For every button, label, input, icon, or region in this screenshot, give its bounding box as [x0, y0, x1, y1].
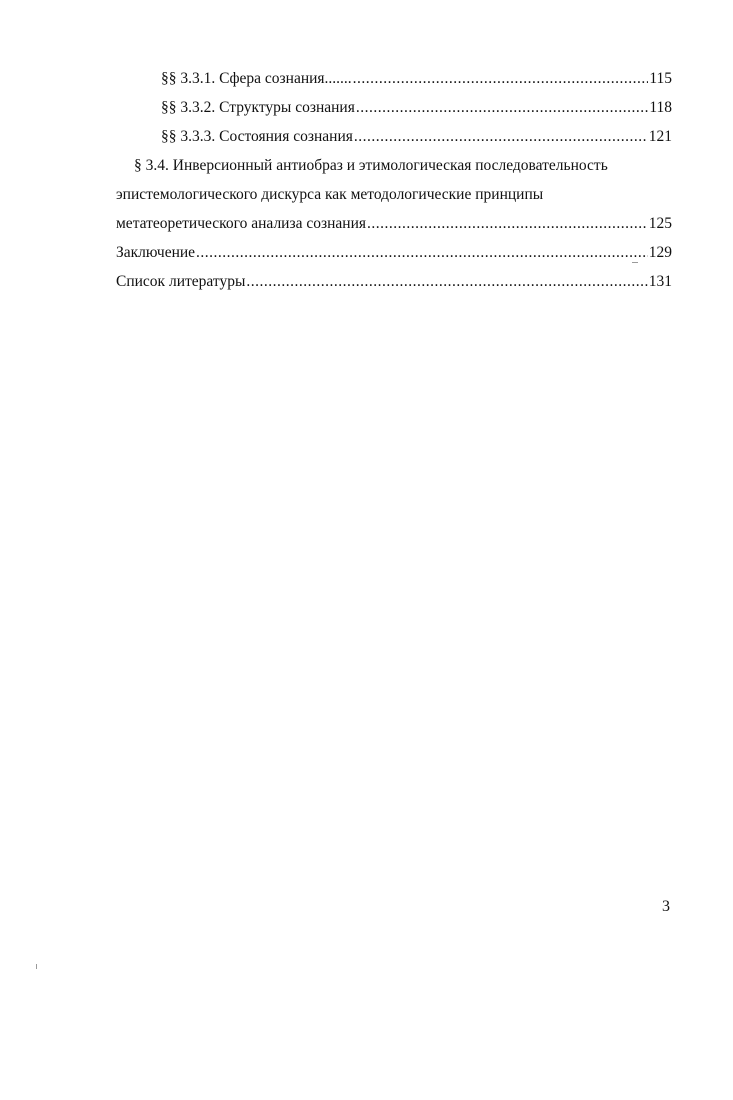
toc-dot-leader [246, 267, 647, 296]
toc-entry-3-4-line-3 [116, 209, 672, 238]
toc-entry-label: Список литературы [116, 273, 246, 290]
toc-entry-label: §§ 3.3.2. Структуры сознания [161, 99, 355, 116]
table-of-contents [116, 64, 672, 296]
toc-entry-page: 121 [648, 128, 672, 145]
toc-entry-label: §§ 3.3.1. Сфера сознания....... [161, 70, 352, 87]
toc-entry-label: метатеоретического анализа сознания [116, 215, 367, 232]
toc-entry-3-4-line-2: эпистемологического дискурса как методологические принципы [116, 186, 544, 203]
toc-entry-page: 131 [648, 273, 672, 290]
toc-dot-leader [196, 238, 648, 267]
toc-entry-3-3-2 [116, 93, 672, 122]
page-number: 3 [662, 898, 670, 915]
toc-dot-leader [354, 122, 648, 151]
scan-speck [632, 262, 638, 263]
toc-dot-leader [353, 64, 649, 93]
toc-dot-leader [356, 93, 648, 122]
toc-entry-label: Заключение [116, 244, 196, 261]
toc-entry-page: 115 [649, 70, 672, 87]
toc-dot-leader [367, 209, 648, 238]
toc-entry-3-4-line-1: § 3.4. Инверсионный антиобраз и этимологическая последовательность [134, 157, 608, 174]
toc-entry-page: 129 [648, 244, 672, 261]
toc-entry-3-3-1 [116, 64, 672, 93]
scan-speck [36, 964, 37, 969]
toc-entry-page: 125 [648, 215, 672, 232]
toc-entry-3-3-3 [116, 122, 672, 151]
toc-entry-references [116, 267, 672, 296]
toc-entry-conclusion [116, 238, 672, 267]
toc-entry-page: 118 [649, 99, 672, 116]
toc-entry-label: §§ 3.3.3. Состояния сознания [161, 128, 353, 145]
